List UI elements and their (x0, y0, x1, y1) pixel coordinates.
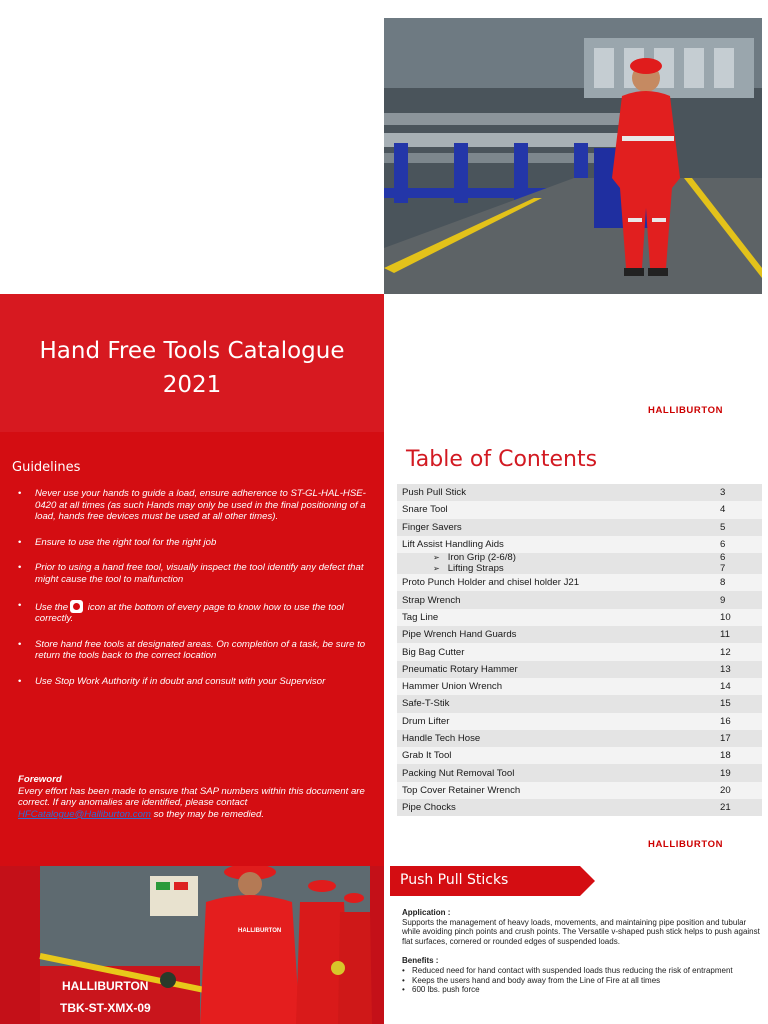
foreword-text-end: so they may be remedied. (153, 808, 264, 820)
toc-page-number: 12 (720, 646, 731, 658)
foreword (18, 774, 368, 820)
toc-label: Handle Tech Hose (402, 733, 481, 744)
toc-row[interactable] (397, 782, 762, 799)
toc-row[interactable] (397, 553, 762, 574)
toc-page-number: 14 (720, 681, 731, 693)
toc-row[interactable] (397, 591, 762, 608)
toc-label: Push Pull Stick (402, 487, 466, 499)
toc-page-number: 15 (720, 698, 731, 710)
svg-text:HALLIBURTON: HALLIBURTON (238, 928, 282, 934)
guideline-item: • Prior to using a hand free tool, visually inspect the tool identify any defect that might cause the tool to malfunction (18, 562, 366, 585)
catalogue-title-block (0, 294, 384, 432)
push-pull-description (402, 908, 762, 995)
toc-page-number: 4 (720, 504, 726, 516)
benefits-label: Benefits : (402, 956, 439, 966)
toc-label: Hammer Union Wrench (402, 681, 503, 693)
toc-page-number: 10 (720, 611, 731, 623)
toc-subitem-label: ➢ Lifting Straps (433, 563, 504, 574)
toc-label: Pneumatic Rotary Hammer (402, 663, 518, 675)
guidelines-panel (0, 432, 384, 866)
toc-page-number: 5 (720, 521, 726, 533)
benefit-item: • Keeps the users hand and body away from the Line of Fire at all times (402, 976, 762, 986)
toc-label: Top Cover Retainer Wrench (402, 784, 521, 796)
toc-page-number: 19 (720, 767, 731, 779)
toc-label: Proto Punch Holder and chisel holder J21 (402, 577, 580, 589)
toc-row[interactable] (397, 799, 762, 816)
foreword-email-link[interactable]: HFCatalogue@Halliburton.com (18, 808, 151, 820)
toc-page-number: 13 (720, 663, 731, 675)
toc-label: Big Bag Cutter (402, 646, 465, 658)
catalogue-year: 2021 (162, 372, 222, 398)
toc-page-number: 6 (720, 539, 726, 551)
guideline-item: • Ensure to use the right tool for the right job (18, 537, 366, 549)
guideline-item: • Use Stop Work Authority if in doubt and consult with your Supervisor (18, 676, 366, 688)
toc-row[interactable] (397, 678, 762, 695)
push-pull-photo (0, 866, 384, 1024)
toc-label: Finger Savers (402, 521, 462, 533)
toc-page-number: 8 (720, 577, 726, 589)
machine-text-id: TBK-ST-XMX-09 (60, 1001, 151, 1015)
toc-row[interactable] (397, 574, 762, 591)
toc-page-number: 21 (720, 802, 731, 814)
guideline-item: • Never use your hands to guide a load, ensure adherence to ST-GL-HAL-HSE-0420 at all times (as such Hands may only be used in the final positioning of a load, hands free devices must be used at all other times). (18, 488, 366, 523)
toc-row[interactable] (397, 484, 762, 501)
guideline-item (18, 600, 366, 625)
toc-label: Strap Wrench (402, 594, 461, 606)
application-text: Supports the management of heavy loads, movements, and maintaining pipe position and tubular while avoiding pinch points and crush points. The Versatile v-shaped push stick helps to push against flat surfaces, cornered or rounded edges of suspended loads. (402, 917, 760, 946)
guideline-icon-text-after: icon at the bottom of every page to know how to use the tool correctly. (35, 601, 344, 625)
toc-row[interactable] (397, 536, 762, 553)
toc-row[interactable] (397, 519, 762, 536)
toc-label: Pipe Chocks (402, 802, 456, 814)
toc-label: Lift Assist Handling Aids (402, 539, 504, 551)
foreword-text: Every effort has been made to ensure that SAP numbers within this document are correct. If any anomalies are identified, please contact (18, 785, 365, 809)
toc-page-number: 17 (720, 733, 731, 744)
toc-title: Table of Contents (406, 447, 598, 472)
camera-icon (70, 600, 83, 613)
toc-page-number: 11 (720, 629, 730, 641)
toc-subitem-page: 7 (720, 562, 726, 574)
toc-subitems (397, 553, 714, 574)
guideline-icon-text-before: Use the (35, 601, 69, 613)
halliburton-logo: HALLIBURTON (648, 405, 724, 416)
benefit-item: • Reduced need for hand contact with suspended loads thus reducing the risk of entrapment (402, 966, 762, 976)
toc-row[interactable] (397, 730, 762, 747)
cover-photo-worker (384, 18, 762, 294)
push-pull-banner (390, 866, 595, 896)
toc-row[interactable] (397, 609, 762, 626)
toc-row[interactable] (397, 661, 762, 678)
guidelines-list (18, 488, 366, 702)
toc-label: Tag Line (402, 611, 439, 623)
catalogue-title: Hand Free Tools Catalogue (39, 338, 345, 364)
toc-subitem-pages (714, 553, 762, 574)
guideline-item: • Store hand free tools at designated areas. On completion of a task, be sure to return the tools back to the correct location (18, 639, 366, 662)
guidelines-heading: Guidelines (12, 460, 81, 475)
toc-label: Safe-T-Stik (402, 698, 450, 710)
halliburton-logo: HALLIBURTON (648, 839, 724, 850)
toc-label: Drum Lifter (402, 715, 450, 727)
benefits-list (402, 966, 762, 995)
toc-row[interactable] (397, 643, 762, 660)
toc-label: Packing Nut Removal Tool (402, 767, 515, 779)
toc-page-number: 3 (720, 487, 726, 499)
toc-table (397, 484, 762, 816)
machine-text-brand: HALLIBURTON (62, 979, 149, 993)
toc-label: Grab It Tool (402, 750, 452, 762)
toc-page-number: 20 (720, 784, 731, 796)
toc-page-number: 16 (720, 715, 731, 727)
toc-page-number: 18 (720, 750, 731, 762)
push-pull-banner-title: Push Pull Sticks (400, 872, 509, 888)
toc-row[interactable] (397, 501, 762, 518)
toc-page-number: 9 (720, 594, 726, 606)
toc-subitem-page: 6 (720, 552, 726, 564)
toc-label: Pipe Wrench Hand Guards (402, 629, 517, 641)
toc-row[interactable] (397, 695, 762, 712)
benefit-item: • 600 lbs. push force (402, 985, 762, 995)
foreword-title: Foreword (18, 774, 62, 785)
application-label: Application : (402, 908, 451, 917)
toc-row[interactable] (397, 713, 762, 730)
toc-row[interactable] (397, 626, 762, 643)
toc-subitem-label: ➢ Iron Grip (2-6/8) (433, 552, 516, 563)
toc-row[interactable] (397, 747, 762, 764)
toc-row[interactable] (397, 764, 762, 781)
toc-label: Snare Tool (402, 504, 448, 516)
